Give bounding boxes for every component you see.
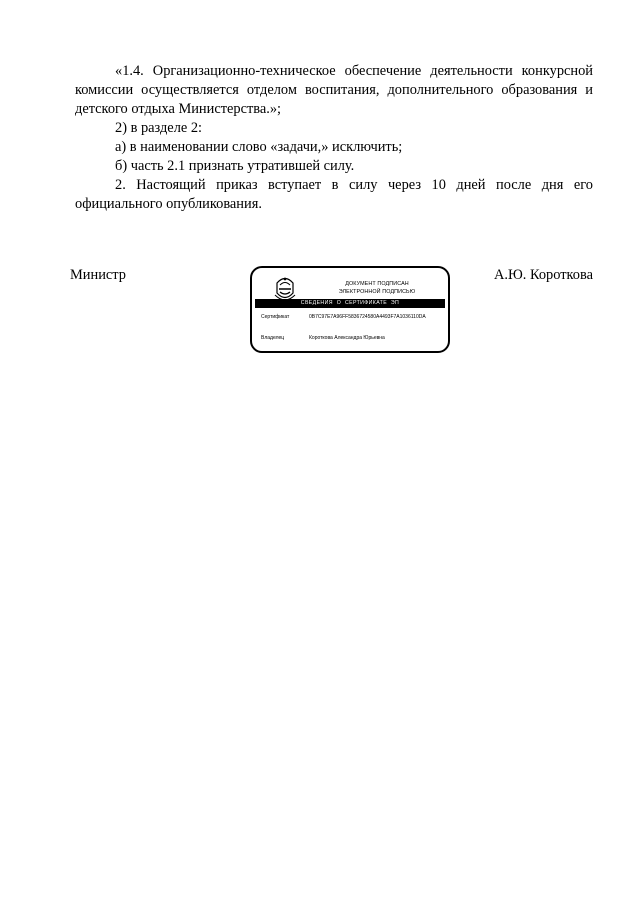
paragraph-1-4: «1.4. Организационно-техническое обеспечение деятельности конкурсной комиссии осуществляется отделом воспитания, дополнительного образования и детского отдыха Министерства.»;	[75, 63, 593, 117]
paragraph-effective-date: 2. Настоящий приказ вступает в силу через 10 дней после дня его официального опубликования.	[75, 177, 593, 212]
stamp-certificate-row	[261, 314, 444, 321]
certificate-value: 0B7C97E7A96FF5836724580A4493F7A1036110DA	[309, 314, 426, 320]
electronic-signature-stamp	[250, 266, 450, 353]
signatory-name: А.Ю. Короткова	[494, 267, 593, 283]
owner-value: Короткова Александра Юрьевна	[309, 335, 385, 341]
paragraph-section-2: 2) в разделе 2:	[115, 120, 203, 136]
owner-label: Владелец	[261, 335, 285, 341]
stamp-title	[307, 280, 447, 296]
stamp-title-line-1: ДОКУМЕНТ ПОДПИСАН	[345, 281, 409, 287]
certificate-label: Сертификат	[261, 314, 290, 320]
stamp-header-bar: СВЕДЕНИЯ О СЕРТИФИКАТЕ ЭП	[255, 299, 445, 308]
stamp-owner-row	[261, 335, 444, 342]
document-body	[75, 62, 593, 214]
paragraph-item-a: а) в наименовании слово «задачи,» исключить;	[115, 139, 403, 155]
signatory-position: Министр	[70, 267, 126, 283]
stamp-title-line-2: ЭЛЕКТРОННОЙ ПОДПИСЬЮ	[338, 289, 416, 295]
paragraph-item-b: б) часть 2.1 признать утратившей силу.	[115, 158, 355, 174]
